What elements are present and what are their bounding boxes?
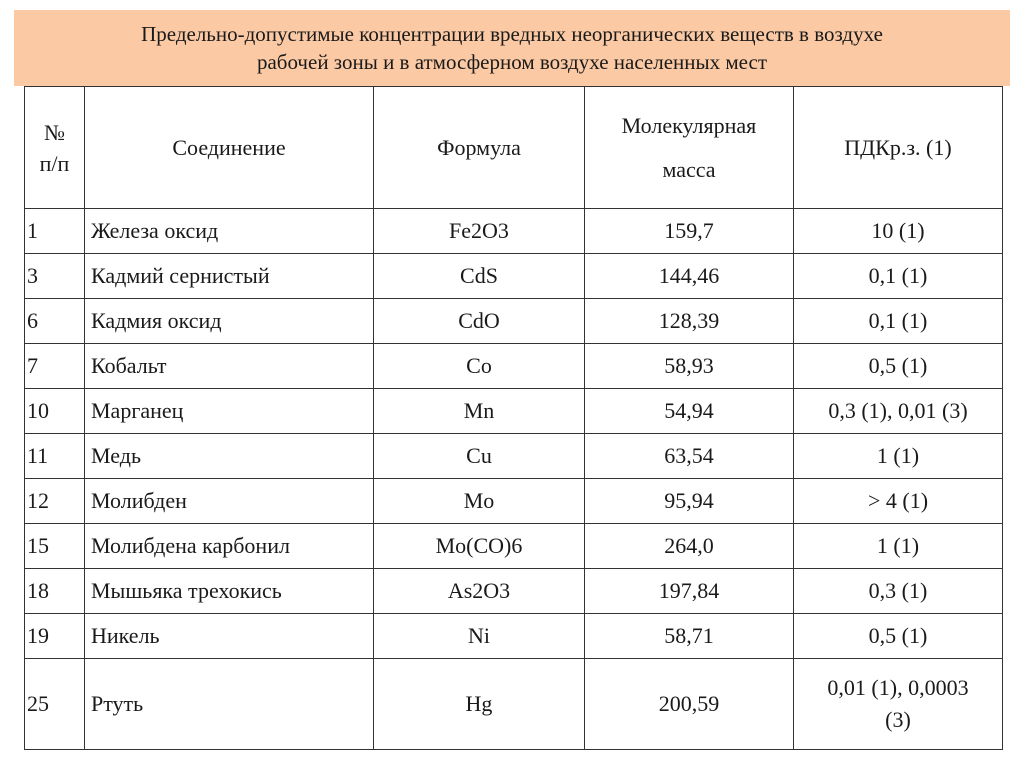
cell-mass: 264,0 — [585, 524, 794, 569]
cell-pdk-line-1: 0,01 (1), 0,0003 — [827, 675, 969, 700]
cell-mass: 159,7 — [585, 209, 794, 254]
table-row — [25, 344, 1003, 389]
cell-formula: Ni — [374, 614, 585, 659]
cell-number: 25 — [25, 659, 85, 750]
cell-pdk: 0,5 (1) — [794, 614, 1003, 659]
table-header-row — [25, 87, 1003, 209]
cell-mass: 63,54 — [585, 434, 794, 479]
cell-number: 15 — [25, 524, 85, 569]
header-number-abbr: п/п — [39, 150, 70, 176]
cell-mass: 200,59 — [585, 659, 794, 750]
cell-number: 10 — [25, 389, 85, 434]
cell-formula: CdS — [374, 254, 585, 299]
cell-pdk: 0,3 (1) — [794, 569, 1003, 614]
cell-formula: Fe2O3 — [374, 209, 585, 254]
cell-formula: Hg — [374, 659, 585, 750]
cell-pdk-line-2: (3) — [885, 707, 911, 732]
concentration-table — [24, 86, 1003, 750]
table-row — [25, 479, 1003, 524]
cell-number: 7 — [25, 344, 85, 389]
table-row — [25, 614, 1003, 659]
cell-formula: Mn — [374, 389, 585, 434]
header-number-symbol: № — [44, 119, 65, 145]
cell-mass: 58,71 — [585, 614, 794, 659]
cell-number: 11 — [25, 434, 85, 479]
cell-number: 6 — [25, 299, 85, 344]
header-compound: Соединение — [85, 87, 374, 209]
header-number — [25, 87, 85, 209]
cell-pdk: 10 (1) — [794, 209, 1003, 254]
cell-pdk: 1 (1) — [794, 434, 1003, 479]
cell-compound: Молибдена карбонил — [85, 524, 374, 569]
header-pdk: ПДКр.з. (1) — [794, 87, 1003, 209]
cell-mass: 197,84 — [585, 569, 794, 614]
cell-mass: 144,46 — [585, 254, 794, 299]
cell-pdk: > 4 (1) — [794, 479, 1003, 524]
cell-compound: Мышьяка трехокись — [85, 569, 374, 614]
title-line-2: рабочей зоны и в атмосферном воздухе населенных мест — [256, 50, 768, 74]
cell-mass: 128,39 — [585, 299, 794, 344]
cell-formula: Co — [374, 344, 585, 389]
cell-number: 19 — [25, 614, 85, 659]
cell-number: 18 — [25, 569, 85, 614]
page-title — [62, 20, 962, 76]
cell-pdk — [794, 659, 1003, 750]
table-row — [25, 659, 1003, 750]
cell-compound: Железа оксид — [85, 209, 374, 254]
table-row — [25, 434, 1003, 479]
table-row — [25, 524, 1003, 569]
cell-formula: Cu — [374, 434, 585, 479]
cell-compound: Кадмий сернистый — [85, 254, 374, 299]
cell-mass: 95,94 — [585, 479, 794, 524]
cell-compound: Молибден — [85, 479, 374, 524]
cell-formula: CdO — [374, 299, 585, 344]
cell-pdk: 0,1 (1) — [794, 254, 1003, 299]
cell-formula: Mo — [374, 479, 585, 524]
cell-compound: Кобальт — [85, 344, 374, 389]
table-row — [25, 254, 1003, 299]
cell-compound: Ртуть — [85, 659, 374, 750]
cell-pdk: 0,1 (1) — [794, 299, 1003, 344]
cell-compound: Никель — [85, 614, 374, 659]
cell-compound: Марганец — [85, 389, 374, 434]
cell-mass: 54,94 — [585, 389, 794, 434]
table-row — [25, 569, 1003, 614]
cell-formula: Mo(CO)6 — [374, 524, 585, 569]
table-row — [25, 299, 1003, 344]
header-mass-line-1: Молекулярная — [621, 112, 757, 138]
header-formula: Формула — [374, 87, 585, 209]
cell-formula: As2O3 — [374, 569, 585, 614]
cell-number: 3 — [25, 254, 85, 299]
cell-number: 1 — [25, 209, 85, 254]
header-mass-line-2: масса — [662, 156, 716, 182]
cell-pdk: 0,5 (1) — [794, 344, 1003, 389]
title-line-1: Предельно-допустимые концентрации вредных неорганических веществ в воздухе — [141, 22, 883, 46]
title-banner — [14, 10, 1010, 86]
header-mass — [585, 87, 794, 209]
cell-pdk: 0,3 (1), 0,01 (3) — [794, 389, 1003, 434]
cell-pdk: 1 (1) — [794, 524, 1003, 569]
table-row — [25, 389, 1003, 434]
table-row — [25, 209, 1003, 254]
cell-compound: Медь — [85, 434, 374, 479]
cell-compound: Кадмия оксид — [85, 299, 374, 344]
cell-number: 12 — [25, 479, 85, 524]
cell-mass: 58,93 — [585, 344, 794, 389]
